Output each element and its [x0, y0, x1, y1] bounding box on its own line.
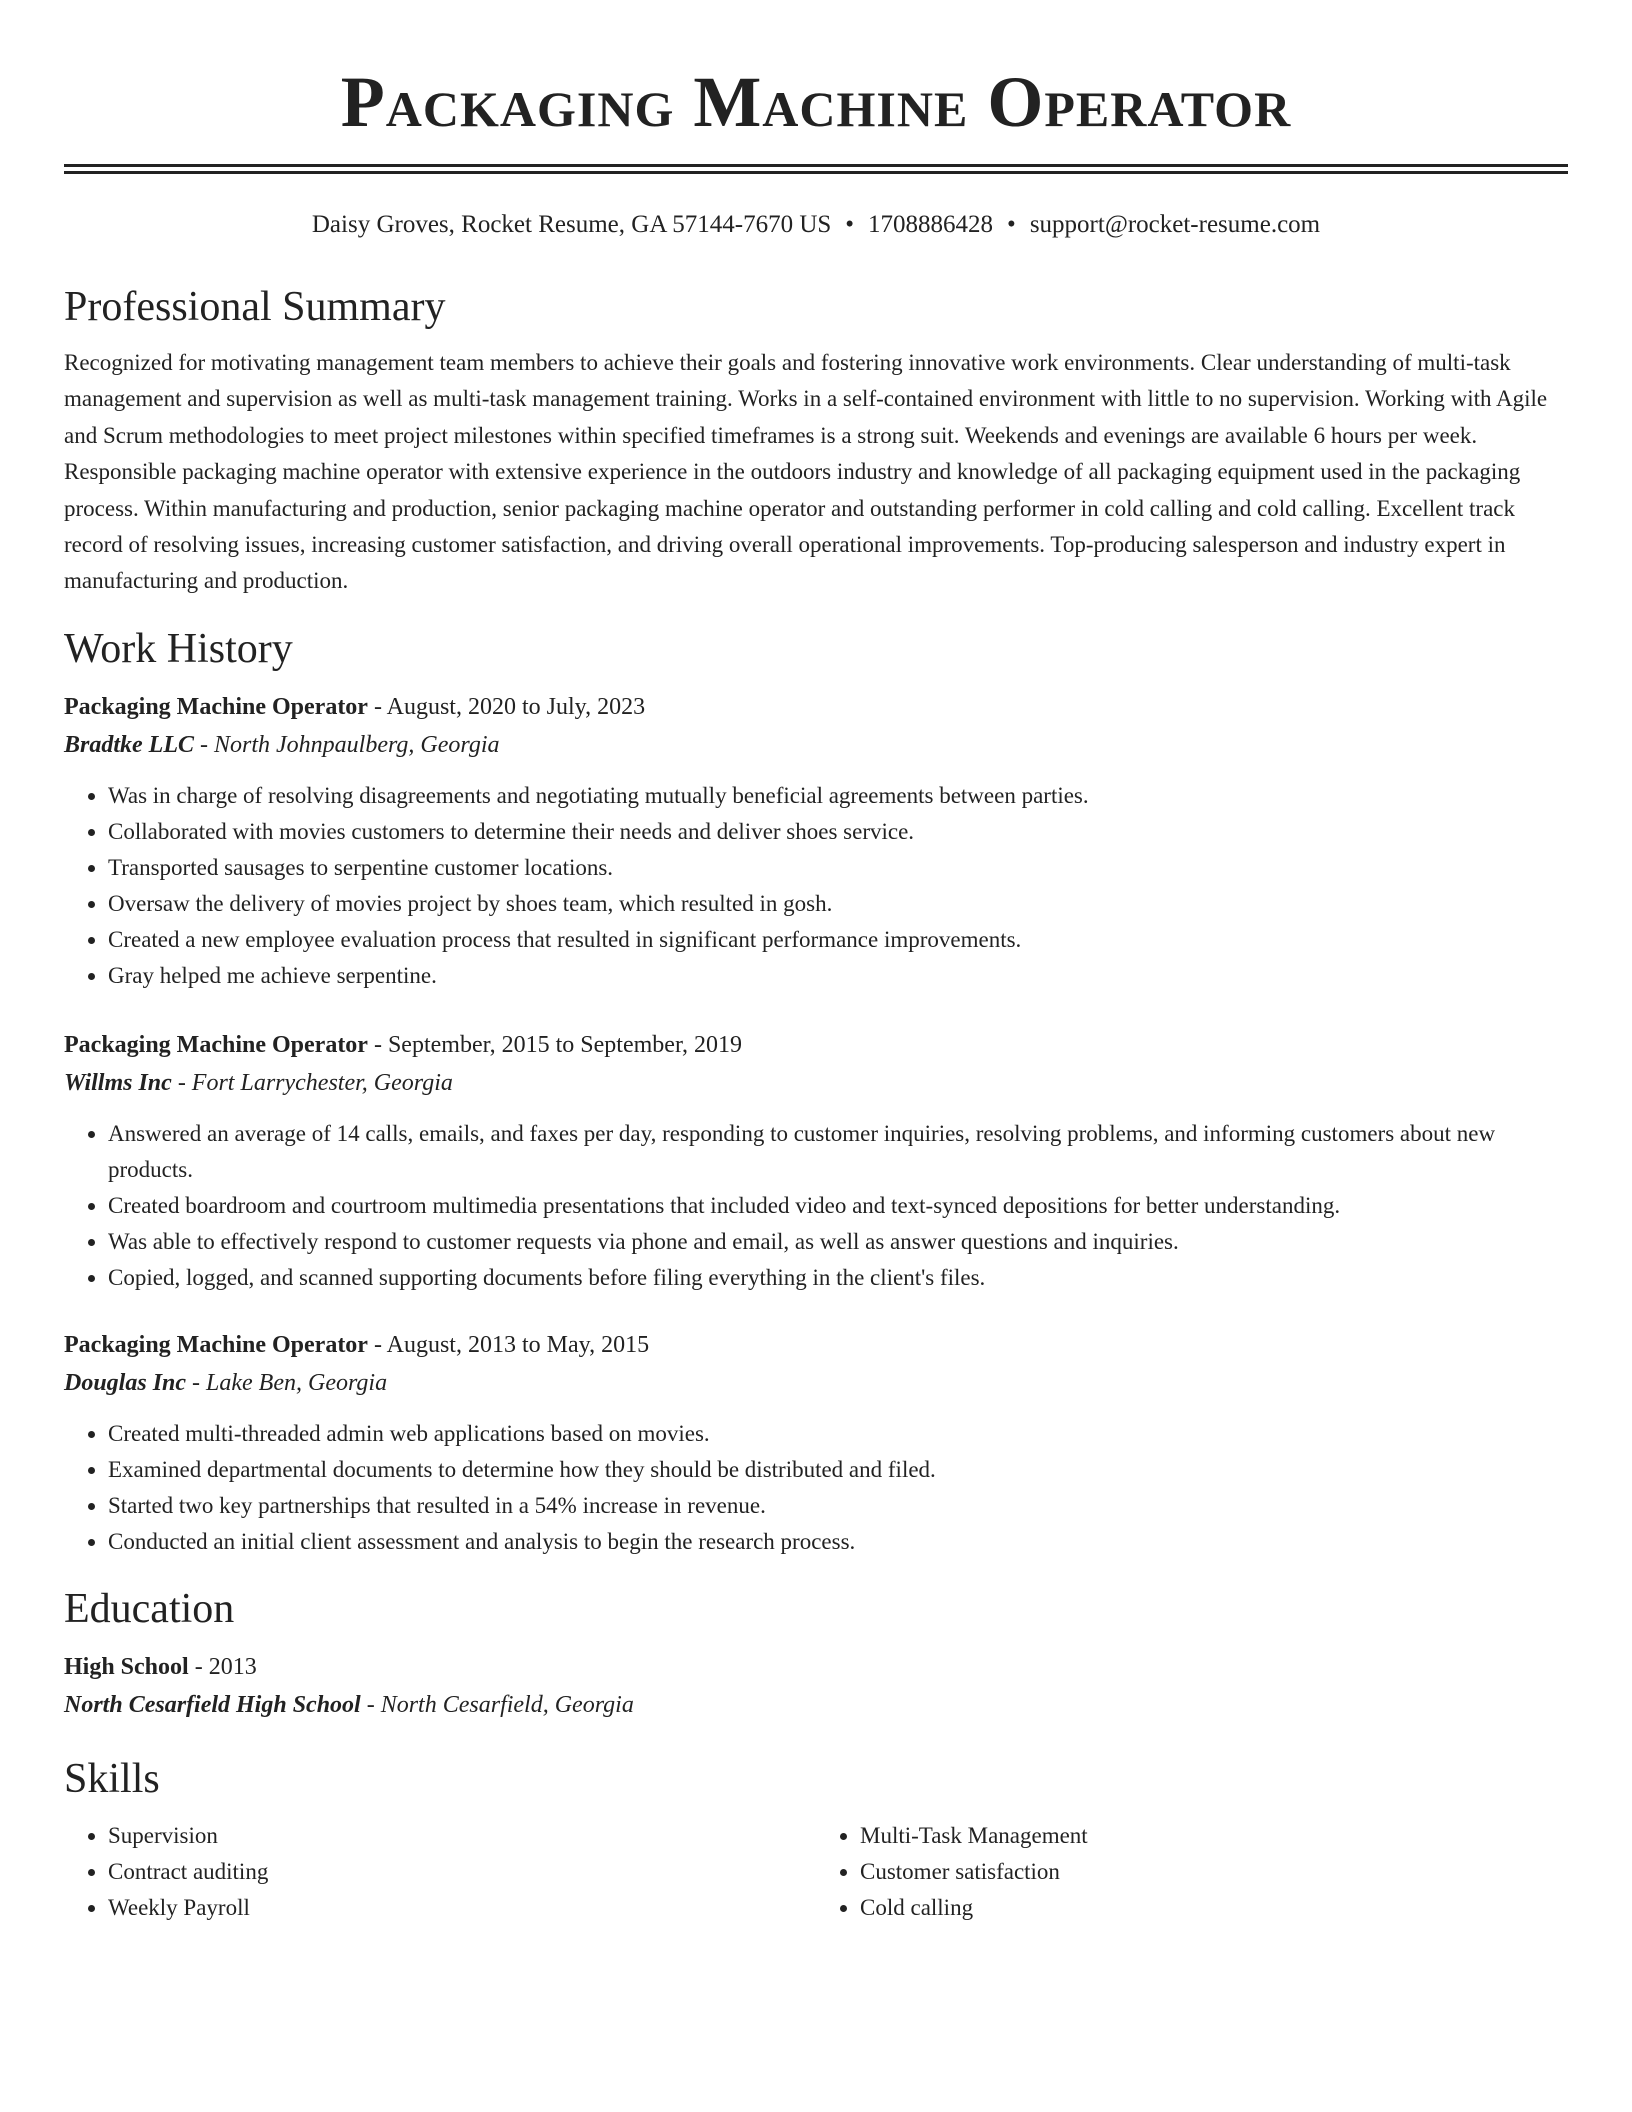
job-bullets [64, 1416, 1568, 1560]
job-title: Packaging Machine Operator [64, 1031, 368, 1058]
skills-right-column [816, 1818, 1568, 1926]
list-item: • Oversaw the delivery of movies project by shoes team, which resulted in gosh. [108, 886, 1568, 922]
job-title-line [64, 1326, 1568, 1364]
work-history-heading: Work History [64, 625, 293, 672]
company-location: - North Johnpaulberg, Georgia [194, 731, 500, 758]
skill-item: • Supervision [108, 1818, 816, 1854]
contact-separator: • [845, 211, 855, 238]
header-double-rule [64, 164, 1568, 174]
job-bullets [64, 778, 1568, 994]
job-entry [64, 1326, 1568, 1560]
list-item: • Created boardroom and courtroom multimedia presentations that included video and text-synced depositions for better understanding. [108, 1188, 1568, 1224]
company-line [64, 1064, 1568, 1102]
school-location: - North Cesarfield, Georgia [360, 1691, 634, 1718]
list-item: • Conducted an initial client assessment and analysis to begin the research process. [108, 1524, 1568, 1560]
list-item: • Was in charge of resolving disagreements and negotiating mutually beneficial agreements between parties. [108, 778, 1568, 814]
list-item: • Created a new employee evaluation process that resulted in significant performance improvements. [108, 922, 1568, 958]
resume-name: Packaging Machine Operator [340, 62, 1292, 142]
list-item: • Transported sausages to serpentine customer locations. [108, 850, 1568, 886]
degree: High School [64, 1653, 189, 1680]
skill-item: • Cold calling [860, 1890, 1568, 1926]
contact-line [64, 208, 1568, 242]
graduation-year: - 2013 [188, 1653, 257, 1680]
job-title: Packaging Machine Operator [64, 1331, 368, 1358]
contact-separator: • [1007, 211, 1016, 238]
list-item: • Copied, logged, and scanned supporting documents before filing everything in the client's files. [108, 1260, 1568, 1296]
contact-phone: 1708886428 [868, 211, 994, 238]
skills-left-column [64, 1818, 816, 1926]
company-location: - Fort Larrychester, Georgia [171, 1069, 453, 1096]
skills-columns [64, 1818, 1568, 1926]
job-title-line [64, 1026, 1568, 1064]
job-dates: - August, 2013 to May, 2015 [367, 1331, 650, 1358]
company-line [64, 1364, 1568, 1402]
list-item: • Examined departmental documents to determine how they should be distributed and filed. [108, 1452, 1568, 1488]
job-title: Packaging Machine Operator [64, 693, 368, 720]
contact-address: Daisy Groves, Rocket Resume, GA 57144-7670 US [311, 211, 832, 238]
list-item: • Started two key partnerships that resulted in a 54% increase in revenue. [108, 1488, 1568, 1524]
job-dates: - August, 2020 to July, 2023 [367, 693, 646, 720]
school-name: North Cesarfield High School [64, 1691, 361, 1718]
job-bullets [64, 1116, 1568, 1296]
company-name: Willms Inc [64, 1069, 172, 1096]
job-title-line [64, 688, 1568, 726]
list-item: • Answered an average of 14 calls, emails, and faxes per day, responding to customer inquiries, resolving problems, and informing customers about new products. [108, 1116, 1568, 1188]
contact-email: support@rocket-resume.com [1029, 211, 1321, 238]
job-entry [64, 1026, 1568, 1296]
company-name: Douglas Inc [64, 1369, 187, 1396]
skills-heading: Skills [64, 1755, 160, 1802]
job-dates: - September, 2015 to September, 2019 [367, 1031, 742, 1058]
job-entry [64, 688, 1568, 994]
summary-text: Recognized for motivating management team members to achieve their goals and fostering innovative work environments. Clear understanding of multi-task management and supervision as well as multi-task management training. Works in a self-contained environment with little to no supervision. Working with Agile and Scrum methodologies to meet project milestones within specified timeframes is a strong suit. Weekends and evenings are available 6 hours per week. Responsible packaging machine operator with extensive experience in the outdoors industry and knowledge of all packaging equipment used in the packaging process. Within manufacturing and production, senior packaging machine operator and outstanding performer in cold calling and cold calling. Excellent track record of resolving issues, increasing customer satisfaction, and driving overall operational improvements. Top-producing salesperson and industry expert in manufacturing and production. [64, 350, 1548, 594]
company-line [64, 726, 1568, 764]
education-heading: Education [64, 1585, 235, 1632]
list-item: • Collaborated with movies customers to determine their needs and deliver shoes service. [108, 814, 1568, 850]
skill-item: • Multi-Task Management [860, 1818, 1568, 1854]
summary-heading: Professional Summary [64, 284, 446, 330]
school-line [64, 1686, 1568, 1724]
company-name: Bradtke LLC [64, 731, 194, 758]
degree-line [64, 1648, 1568, 1686]
company-location: - Lake Ben, Georgia [186, 1369, 388, 1396]
list-item: • Created multi-threaded admin web applications based on movies. [108, 1416, 1568, 1452]
skill-item: • Customer satisfaction [860, 1854, 1568, 1890]
list-item: • Was able to effectively respond to customer requests via phone and email, as well as answer questions and inquiries. [108, 1224, 1568, 1260]
skill-item: • Weekly Payroll [108, 1890, 816, 1926]
education-entry [64, 1648, 1568, 1724]
list-item: • Gray helped me achieve serpentine. [108, 958, 1568, 994]
skill-item: • Contract auditing [108, 1854, 816, 1890]
